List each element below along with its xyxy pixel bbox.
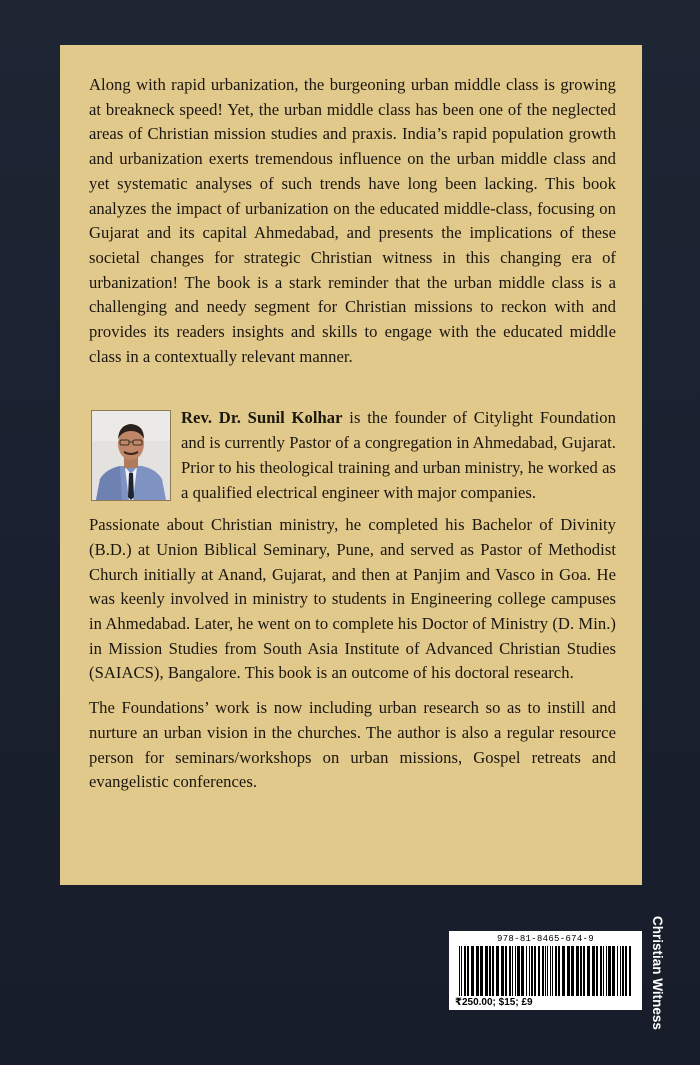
- description-panel: [60, 45, 642, 885]
- barcode-bars: [457, 946, 635, 996]
- author-block: [89, 406, 616, 505]
- isbn-barcode: [449, 931, 642, 1010]
- book-blurb: Along with rapid urbanization, the burgeoning urban middle class is growing at breakneck speed! Yet, the urban middle class has been one of the neglected areas of Christian mission studies and praxis. India’s rapid population growth and urbanization exerts tremendous influence on the urban middle class and yet systematic analyses of such trends have long been lacking. This book analyzes the impact of urbanization on the educated middle-class, focusing on Gujarat and its capital Ahmedabad, and presents the implications of these societal changes for strategic Christian witness in this changing era of urbanization! The book is a stark reminder that the urban middle class is a challenging and needy segment for Christian missions to reckon with and provides its readers insights and skills to engage with the educated middle class in a contextually relevant manner.: [89, 75, 616, 366]
- price-label: ₹250.00; $15; £9: [455, 997, 533, 1008]
- foundation-paragraph: The Foundations’ work is now including urban research so as to instill and nurture an urban vision in the churches. The author is also a regular resource person for seminars/workshops on urban missions, Gospel retreats and evangelistic conferences.: [89, 698, 616, 792]
- author-photo: [91, 410, 171, 501]
- isbn-number: 978-81-8465-674-9: [497, 934, 594, 944]
- author-intro-text: is the founder of Citylight Foundation and is currently Pastor of a congregation in Ahmedabad, Gujarat. Prior to his theological training and urban ministry, he worked as a qualified electrical engineer with major companies.: [181, 408, 616, 502]
- spine-series-label: Christian Witness: [650, 916, 665, 1030]
- author-ministry-paragraph: Passionate about Christian ministry, he completed his Bachelor of Divinity (B.D.) at Union Biblical Seminary, Pune, and served as Pastor of Methodist Church initially at Anand, Gujarat, and then at Panjim and Vasco in Goa. He was keenly involved in ministry to students in Engineering college campuses in Ahmedabad. Later, he went on to complete his Doctor of Ministry (D. Min.) in Mission Studies from South Asia Institute of Advanced Christian Studies (SAIACS), Bangalore. This book is an outcome of his doctoral research.: [89, 515, 616, 683]
- author-name: Rev. Dr. Sunil Kolhar: [181, 408, 343, 428]
